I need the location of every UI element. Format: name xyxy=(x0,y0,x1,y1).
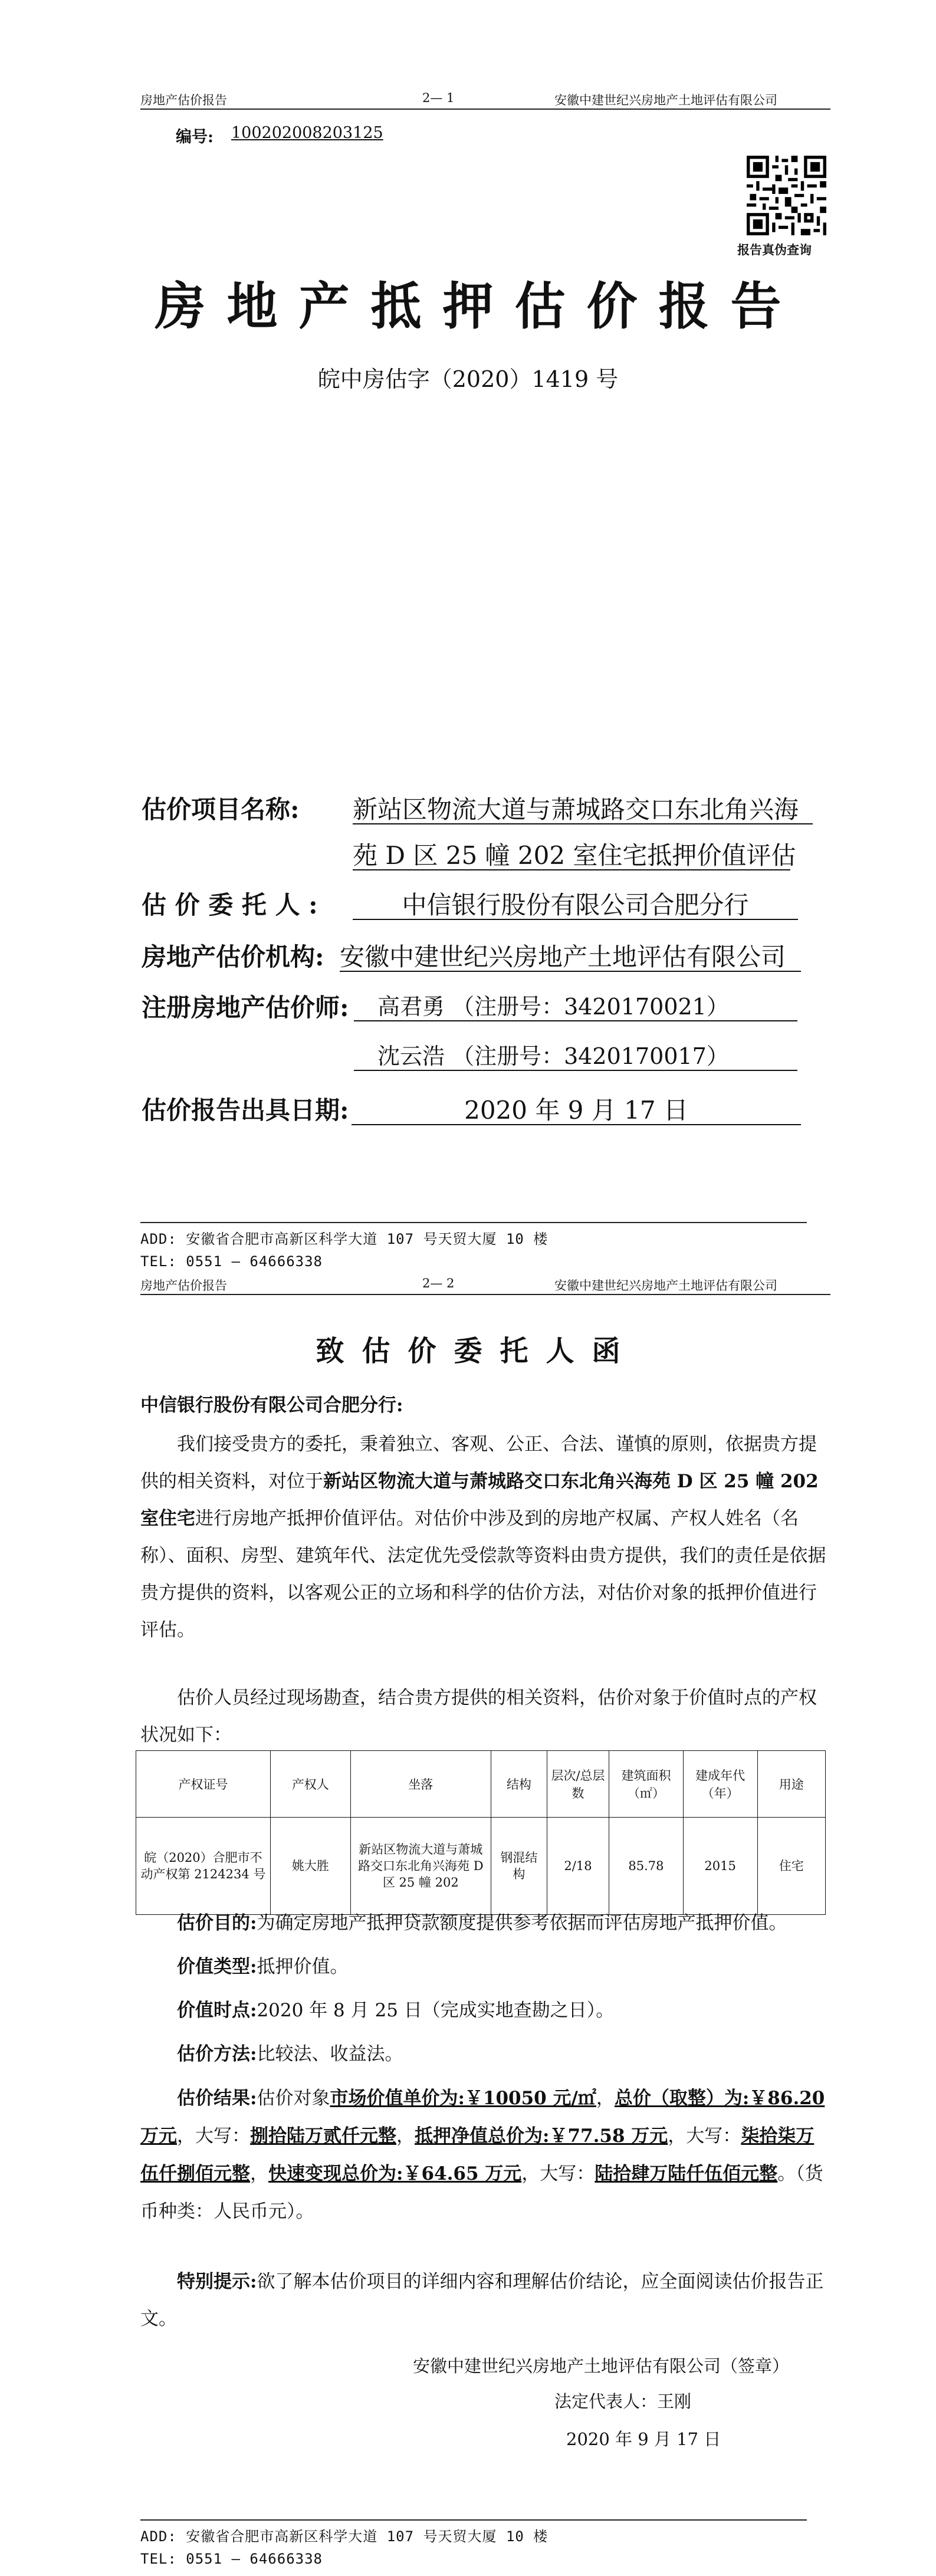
appraiser-label: 注册房地产估价师: xyxy=(142,993,349,1022)
project-name-label: 估价项目名称: xyxy=(142,795,300,824)
table-cell: 住宅 xyxy=(757,1818,826,1915)
result-paragraph: 估价结果:估价对象市场价值单价为:￥10050 元/㎡，总价（取整）为:￥86.20 万元，大写：捌拾陆万贰仟元整，抵押净值总价为:￥77.58 万元，大写：柒拾柒万伍仟捌佰元整，快速变现总价为:￥64.65 万元，大写：陆拾肆万陆仟伍佰元整。（货币种类：人民币元）。 xyxy=(140,2088,825,2222)
purpose-row: 估价目的:为确定房地产抵押贷款额度提供参考依据而评估房地产抵押价值。 xyxy=(177,1913,787,1934)
unit-price: 市场价值单价为:￥10050 元/㎡ xyxy=(330,2088,596,2109)
special-notice: 特别提示:欲了解本估价项目的详细内容和理解估价结论，应全面阅读估价报告正文。 xyxy=(140,2271,824,2329)
footer-rule xyxy=(140,2519,807,2521)
table-cell: 钢混结构 xyxy=(491,1818,547,1915)
appraiser-1: 高君勇 （注册号：3420170021） xyxy=(377,994,729,1020)
property-rights-table xyxy=(136,1750,826,1915)
project-name-line1: 新站区物流大道与萧城路交口东北角兴海 xyxy=(353,795,799,824)
client-value: 中信银行股份有限公司合肥分行 xyxy=(402,891,749,919)
issue-date-value: 2020 年 9 月 17 日 xyxy=(464,1096,688,1125)
qr-caption: 报告真伪查询 xyxy=(737,242,812,257)
table-header: 产权人 xyxy=(270,1751,350,1818)
report-title: 房地产抵押估价报告 xyxy=(155,277,803,336)
header-company: 安徽中建世纪兴房地产土地评估有限公司 xyxy=(554,1279,777,1293)
table-header: 结构 xyxy=(491,1751,547,1818)
legal-representative: 法定代表人：王刚 xyxy=(554,2391,692,2411)
agency-label: 房地产估价机构: xyxy=(142,942,324,971)
quick-sale-value: 快速变现总价为:￥64.65 万元 xyxy=(268,2163,522,2184)
letter-paragraph-1: 我们接受贵方的委托，秉着独立、客观、公正、合法、谨慎的原则，依据贵方提供的相关资料，对位于新站区物流大道与萧城路交口东北角兴海苑 D 区 25 幢 202 室住宅进行房地产抵押价值评估。对估价中涉及到的房地产权属、产权人姓名（名称）、面积、房型、建筑年代、法定优先受偿款等资料由贵方提供，我们的责任是依据贵方提供的资料，以客观公正的立场和科学的估价方法，对估价对象的抵押价值进行评估。 xyxy=(140,1434,826,1641)
footer-rule xyxy=(140,1222,807,1223)
page-marker: 2— 2 xyxy=(422,1276,455,1290)
project-name-underline xyxy=(353,823,813,824)
header-company: 安徽中建世纪兴房地产土地评估有限公司 xyxy=(554,93,777,107)
table-cell: 85.78 xyxy=(609,1818,684,1915)
header-title: 房地产估价报告 xyxy=(140,1279,227,1293)
value-date-row: 价值时点:2020 年 8 月 25 日（完成实地查勘之日）。 xyxy=(177,2000,615,2021)
table-cell: 姚大胜 xyxy=(270,1818,350,1915)
footer-address: ADD: 安徽省合肥市高新区科学大道 107 号天贸大厦 10 楼 xyxy=(140,1231,549,1247)
table-cell: 2/18 xyxy=(547,1818,609,1915)
header-title: 房地产估价报告 xyxy=(140,93,227,107)
table-header: 用途 xyxy=(757,1751,826,1818)
table-header: 层次/总层数 xyxy=(547,1751,609,1818)
mortgage-net-value: 抵押净值总价为:￥77.58 万元 xyxy=(415,2125,668,2147)
serial-label: 编号: xyxy=(176,128,214,146)
serial-number: 100202008203125 xyxy=(231,124,383,142)
header-rule xyxy=(140,1294,830,1295)
table-cell: 皖（2020）合肥市不动产权第 2124234 号 xyxy=(136,1818,271,1915)
issue-date-label: 估价报告出具日期: xyxy=(142,1096,349,1125)
table-header: 建成年代（年） xyxy=(683,1751,757,1818)
appraiser-2: 沈云浩 （注册号：3420170017） xyxy=(377,1043,729,1069)
value-type-row: 价值类型:抵押价值。 xyxy=(177,1956,349,1977)
appraiser-underline-2 xyxy=(354,1070,797,1071)
letter-title: 致估价委托人函 xyxy=(316,1335,638,1368)
total-price: 总价（取整）为:￥86.20 万元 xyxy=(140,2088,825,2147)
table-header-row xyxy=(136,1751,826,1818)
footer-tel: TEL: 0551 — 64666338 xyxy=(140,1253,323,1270)
table-header: 产权证号 xyxy=(136,1751,271,1818)
footer-address: ADD: 安徽省合肥市高新区科学大道 107 号天贸大厦 10 楼 xyxy=(140,2528,549,2545)
footer-tel: TEL: 0551 — 64666338 xyxy=(140,2551,323,2567)
signature-company: 安徽中建世纪兴房地产土地评估有限公司（签章） xyxy=(413,2356,790,2376)
project-name-underline-2 xyxy=(353,869,790,870)
table-cell: 新站区物流大道与萧城路交口东北角兴海苑 D 区 25 幢 202 xyxy=(350,1818,491,1915)
client-label: 估 价 委 托 人 : xyxy=(142,891,318,919)
letter-addressee: 中信银行股份有限公司合肥分行: xyxy=(140,1395,403,1416)
report-number: 皖中房估字（2020）1419 号 xyxy=(317,366,619,392)
method-row: 估价方法:比较法、收益法。 xyxy=(177,2043,403,2065)
header-rule xyxy=(140,109,830,110)
table-header: 建筑面积（㎡） xyxy=(609,1751,684,1818)
agency-value: 安徽中建世纪兴房地产土地评估有限公司 xyxy=(340,942,786,971)
signature-date: 2020 年 9 月 17 日 xyxy=(566,2429,721,2449)
table-row xyxy=(136,1818,826,1915)
table-cell: 2015 xyxy=(683,1818,757,1915)
issue-date-underline xyxy=(352,1124,801,1125)
letter-paragraph-2: 估价人员经过现场勘查，结合贵方提供的相关资料，估价对象于价值时点的产权状况如下： xyxy=(140,1687,817,1746)
client-underline xyxy=(353,919,798,920)
property-address: 新站区物流大道与萧城路交口东北角兴海苑 D 区 25 幢 202 室住宅 xyxy=(140,1471,819,1529)
page-marker: 2— 1 xyxy=(422,91,455,105)
agency-underline xyxy=(340,971,801,972)
project-name-line2: 苑 D 区 25 幢 202 室住宅抵押价值评估 xyxy=(353,841,796,870)
qr-code-icon[interactable] xyxy=(747,156,826,235)
appraiser-underline-1 xyxy=(354,1020,797,1021)
table-header: 坐落 xyxy=(350,1751,491,1818)
